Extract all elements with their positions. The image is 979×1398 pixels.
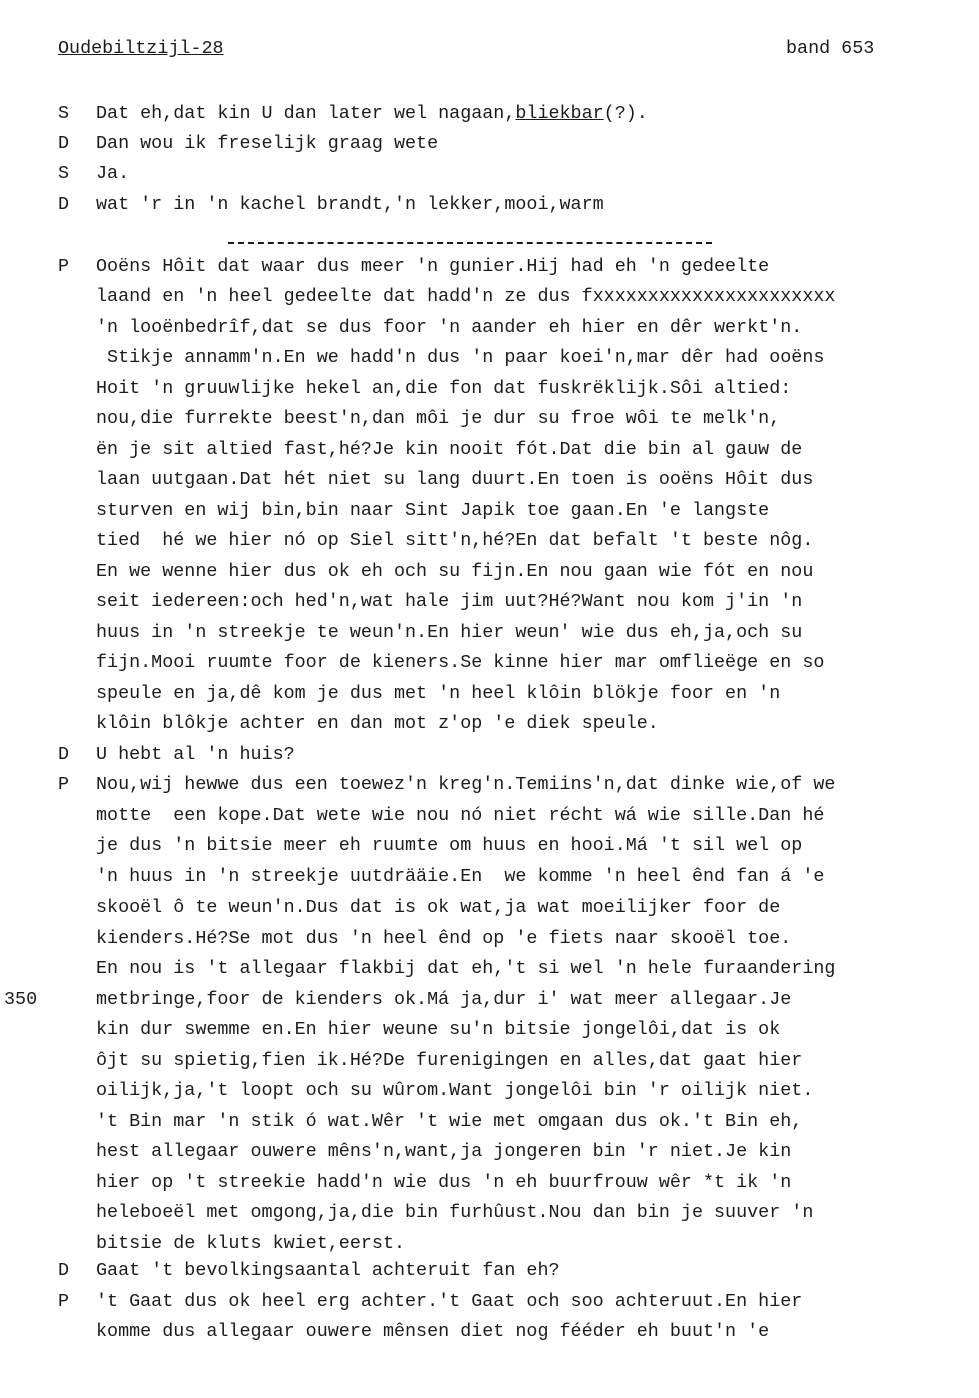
line-text bbox=[96, 1050, 802, 1071]
speaker-label: S bbox=[58, 103, 70, 124]
transcript-line bbox=[0, 928, 979, 958]
transcript-line bbox=[0, 561, 979, 591]
transcript-line bbox=[0, 133, 979, 163]
transcript-line bbox=[0, 347, 979, 377]
transcript-line bbox=[0, 317, 979, 347]
line-text-main: sturven en wij bin,bin naar Sint Japik toe gaan.En 'e langste bbox=[96, 500, 770, 521]
speaker-label: P bbox=[58, 256, 70, 277]
line-text-main: Gaat 't bevolkingsaantal achteruit fan eh? bbox=[96, 1260, 560, 1281]
line-text-main: oilijk,ja,'t loopt och su wûrom.Want jongelôi bin 'r oilijk niet. bbox=[96, 1080, 814, 1101]
line-text bbox=[96, 989, 791, 1010]
section-separator bbox=[228, 242, 712, 244]
transcript-line bbox=[0, 256, 979, 286]
transcript-line bbox=[0, 1233, 979, 1263]
transcript-line bbox=[0, 652, 979, 682]
line-text-main: kin dur swemme en.En hier weune su'n bitsie jongelôi,dat is ok bbox=[96, 1019, 781, 1040]
speaker-label: S bbox=[58, 163, 70, 184]
line-text-main: hier op 't streekie hadd'n wie dus 'n eh buurfrouw wêr *t ik 'n bbox=[96, 1172, 792, 1193]
line-text-main: 'n huus in 'n streekje uutdrääie.En we komme 'n heel ênd fan á 'e bbox=[96, 866, 825, 887]
line-text-main: ôjt su spietig,fien ik.Hé?De furenigingen en alles,dat gaat hier bbox=[96, 1050, 803, 1071]
line-text bbox=[96, 591, 802, 612]
line-text bbox=[96, 347, 824, 368]
transcript-line bbox=[0, 683, 979, 713]
transcript-line bbox=[0, 1050, 979, 1080]
line-text-main: metbringe,foor de kienders ok.Má ja,dur i' wat meer allegaar.Je bbox=[96, 989, 792, 1010]
line-text bbox=[96, 133, 438, 154]
transcript-line bbox=[0, 1172, 979, 1202]
speaker-label: D bbox=[58, 194, 70, 215]
line-text-main: En we wenne hier dus ok eh och su fijn.En nou gaan wie fót en nou bbox=[96, 561, 814, 582]
line-text bbox=[96, 713, 659, 734]
transcript-line bbox=[0, 805, 979, 835]
transcript-line bbox=[0, 897, 979, 927]
line-text-main: bitsie de kluts kwiet,eerst. bbox=[96, 1233, 406, 1254]
line-text bbox=[96, 1260, 560, 1281]
line-text bbox=[96, 194, 604, 215]
line-text bbox=[96, 561, 813, 582]
transcript-line bbox=[0, 378, 979, 408]
line-text bbox=[96, 897, 780, 918]
page-header-title: Oudebiltzijl-28 bbox=[58, 38, 224, 59]
transcript-line bbox=[0, 163, 979, 193]
line-text-main: seit iedereen:och hed'n,wat hale jim uut?Hé?Want nou kom j'in 'n bbox=[96, 591, 803, 612]
transcript-line bbox=[0, 622, 979, 652]
transcript-line bbox=[0, 774, 979, 804]
line-text bbox=[96, 1141, 791, 1162]
line-text bbox=[96, 1233, 405, 1254]
transcript-line bbox=[0, 835, 979, 865]
transcript-line bbox=[0, 1291, 979, 1321]
line-text bbox=[96, 103, 648, 124]
line-text-main: heleboeël met omgong,ja,die bin furhûust.Nou dan bin je suuver 'n bbox=[96, 1202, 814, 1223]
transcript-line bbox=[0, 1321, 979, 1351]
line-text bbox=[96, 1291, 802, 1312]
line-text bbox=[96, 652, 824, 673]
speaker-label: D bbox=[58, 744, 70, 765]
page-header-band: band 653 bbox=[786, 38, 875, 59]
transcript-line bbox=[0, 989, 979, 1019]
transcript-line bbox=[0, 713, 979, 743]
transcript-line bbox=[0, 1260, 979, 1290]
line-text bbox=[96, 928, 791, 949]
transcript-line bbox=[0, 1202, 979, 1232]
speaker-label: D bbox=[58, 1260, 70, 1281]
line-text bbox=[96, 1080, 813, 1101]
line-text bbox=[96, 256, 769, 277]
line-text-main: 'n looënbedrîf,dat se dus foor 'n aander eh hier en dêr werkt'n. bbox=[96, 317, 803, 338]
line-text bbox=[96, 286, 835, 307]
line-text bbox=[96, 439, 802, 460]
line-text-main: 't Bin mar 'n stik ó wat.Wêr 't wie met omgaan dus ok.'t Bin eh, bbox=[96, 1111, 803, 1132]
transcript-line bbox=[0, 408, 979, 438]
line-text-main: je dus 'n bitsie meer eh ruumte om huus en hooi.Má 't sil wel op bbox=[96, 835, 803, 856]
line-text-main: skooël ô te weun'n.Dus dat is ok wat,ja wat moeilijker foor de bbox=[96, 897, 781, 918]
line-text bbox=[96, 744, 295, 765]
line-text-tail: (?). bbox=[603, 103, 648, 124]
line-text-main: fijn.Mooi ruumte foor de kieners.Se kinne hier mar omflieëge en so bbox=[96, 652, 825, 673]
transcript-line bbox=[0, 866, 979, 896]
line-text-main: ën je sit altied fast,hé?Je kin nooit fót.Dat die bin al gauw de bbox=[96, 439, 803, 460]
line-text bbox=[96, 1111, 802, 1132]
line-text bbox=[96, 408, 780, 429]
line-text-main: nou,die furrekte beest'n,dan môi je dur su froe wôi te melk'n, bbox=[96, 408, 781, 429]
line-text bbox=[96, 835, 802, 856]
line-text bbox=[96, 958, 835, 979]
line-text bbox=[96, 1321, 769, 1342]
line-text bbox=[96, 805, 824, 826]
line-text-main: tied hé we hier nó op Siel sitt'n,hé?En dat befalt 't beste nôg. bbox=[96, 530, 814, 551]
line-text bbox=[96, 1019, 780, 1040]
line-text bbox=[96, 500, 769, 521]
line-text-main: wat 'r in 'n kachel brandt,'n lekker,mooi,warm bbox=[96, 194, 604, 215]
line-text bbox=[96, 163, 129, 184]
line-text-main: En nou is 't allegaar flakbij dat eh,'t si wel 'n hele furaandering bbox=[96, 958, 836, 979]
line-text-main: motte een kope.Dat wete wie nou nó niet récht wá wie sille.Dan hé bbox=[96, 805, 825, 826]
line-text-main: speule en ja,dê kom je dus met 'n heel klôin blökje foor en 'n bbox=[96, 683, 781, 704]
transcript-line bbox=[0, 591, 979, 621]
line-text-main: Dat eh,dat kin U dan later wel nagaan, bbox=[96, 103, 516, 124]
transcript-line bbox=[0, 1080, 979, 1110]
line-text-main: Ooëns Hôit dat waar dus meer 'n gunier.Hij had eh 'n gedeelte bbox=[96, 256, 770, 277]
line-text-main: Dan wou ik freselijk graag wete bbox=[96, 133, 439, 154]
line-text-main: huus in 'n streekje te weun'n.En hier weun' wie dus eh,ja,och su bbox=[96, 622, 803, 643]
line-text bbox=[96, 866, 824, 887]
line-text bbox=[96, 1172, 791, 1193]
transcript-line bbox=[0, 103, 979, 133]
transcript-line bbox=[0, 1111, 979, 1141]
underlined-word: bliekbar bbox=[515, 103, 604, 124]
line-text bbox=[96, 469, 813, 490]
line-text-main: hest allegaar ouwere mêns'n,want,ja jongeren bin 'r niet.Je kin bbox=[96, 1141, 792, 1162]
line-text-main: 't Gaat dus ok heel erg achter.'t Gaat och soo achteruut.En hier bbox=[96, 1291, 803, 1312]
transcript-line bbox=[0, 469, 979, 499]
line-text bbox=[96, 1202, 813, 1223]
line-text-main: laan uutgaan.Dat hét niet su lang duurt.En toen is ooëns Hôit dus bbox=[96, 469, 814, 490]
speaker-label: P bbox=[58, 1291, 70, 1312]
line-text-main: laand en 'n heel gedeelte dat hadd'n ze dus fxxxxxxxxxxxxxxxxxxxxxx bbox=[96, 286, 836, 307]
line-text-main: Hoit 'n gruuwlijke hekel an,die fon dat fuskrëklijk.Sôi altied: bbox=[96, 378, 792, 399]
transcript-line bbox=[0, 439, 979, 469]
line-text-main: Stikje annamm'n.En we hadd'n dus 'n paar koei'n,mar dêr had ooëns bbox=[96, 347, 825, 368]
line-text bbox=[96, 317, 802, 338]
line-number: 350 bbox=[4, 989, 38, 1010]
transcript-line bbox=[0, 744, 979, 774]
transcript-line bbox=[0, 1141, 979, 1171]
speaker-label: D bbox=[58, 133, 70, 154]
line-text bbox=[96, 683, 780, 704]
transcript-line bbox=[0, 286, 979, 316]
line-text bbox=[96, 530, 813, 551]
line-text-main: Nou,wij hewwe dus een toewez'n kreg'n.Temiins'n,dat dinke wie,of we bbox=[96, 774, 836, 795]
transcript-line bbox=[0, 194, 979, 224]
transcript-line bbox=[0, 1019, 979, 1049]
line-text bbox=[96, 774, 835, 795]
line-text-main: klôin blôkje achter en dan mot z'op 'e diek speule. bbox=[96, 713, 659, 734]
transcript-line bbox=[0, 958, 979, 988]
speaker-label: P bbox=[58, 774, 70, 795]
line-text bbox=[96, 622, 802, 643]
line-text-main: U hebt al 'n huis? bbox=[96, 744, 295, 765]
transcript-line bbox=[0, 530, 979, 560]
line-text-main: Ja. bbox=[96, 163, 130, 184]
line-text-main: komme dus allegaar ouwere mênsen diet nog fééder eh buut'n 'e bbox=[96, 1321, 770, 1342]
transcript-line bbox=[0, 500, 979, 530]
line-text bbox=[96, 378, 791, 399]
line-text-main: kienders.Hé?Se mot dus 'n heel ênd op 'e fiets naar skooël toe. bbox=[96, 928, 792, 949]
